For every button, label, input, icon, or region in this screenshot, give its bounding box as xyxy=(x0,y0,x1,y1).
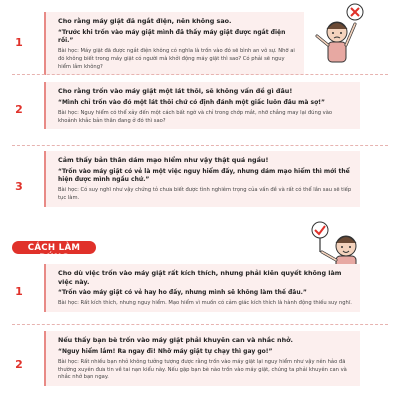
item-number: 3 xyxy=(15,180,23,193)
item-quote: “Mình chỉ trốn vào đó một lát thôi chứ có định đánh một giấc luôn đâu mà sợ!” xyxy=(58,98,325,106)
item-title: Nếu thấy bạn bè trốn vào máy giặt phải khuyên can và nhắc nhở. xyxy=(58,336,293,344)
item-lesson: Bài học: Có suy nghĩ như vậy chứng tỏ chưa biết được tình nghiêm trọng của vấn đề và rất có thể lần sau sẽ tiếp tục làm. xyxy=(58,187,352,201)
item-lesson: Bài học: Rất nhiều bạn nhỏ không tưởng tượng được rằng trốn vào máy giặt lại nguy hiểm như vậy nên hảo đã thường xuyên đưa tin về tai nạn kiểu này. Nếu gặp bạn bè nào trốn vào máy giặt, chúng ta phải khuyên can và nhắc nhở bạn ngay. xyxy=(58,358,347,381)
item-title: Cho dù việc trốn vào máy giặt rất kích thích, nhưng phải kiên quyết không làm việc này. xyxy=(58,269,342,286)
item-lesson: Bài học: Rất kích thích, nhưng nguy hiểm. Mạo hiểm vì muốn có cảm giác kích thích là hành động thiếu suy nghĩ. xyxy=(58,300,352,307)
item-lesson: Bài học: Nguy hiểm có thể xảy đến một cách bất ngờ và chỉ trong chớp mắt, nhỡ chẳng may lại đúng vào khoảnh khắc bản thân đang ở đó thì sao? xyxy=(58,109,333,124)
item-quote: “Trốn vào máy giặt có vẻ hay ho đấy, nhưng mình sẽ không làm thế đâu.” xyxy=(58,289,307,296)
item-number: 2 xyxy=(15,103,23,116)
wrong-child-illustration xyxy=(305,2,375,68)
item-quote: “Nguy hiểm lắm! Ra ngay đi! Nhỡ máy giặt tự chạy thì gay go!” xyxy=(58,347,273,355)
item-quote: “Trốn vào máy giặt có vẻ là một việc nguy hiểm đấy, nhưng dám mạo hiểm thì mới thể hiện được mình ngầu chứ.” xyxy=(58,167,350,183)
right-item-card xyxy=(44,264,360,312)
wrong-item-card xyxy=(44,151,360,207)
wrong-item-card xyxy=(44,82,360,129)
divider xyxy=(12,324,388,325)
item-title: Cho rằng trốn vào máy giặt một lát thôi, sẽ không vấn đề gì đâu! xyxy=(58,87,293,95)
item-title: Cho rằng máy giặt đã ngắt điện, nên không sao. xyxy=(58,17,232,25)
section-title: CÁCH LÀM ĐÚNG xyxy=(27,243,81,263)
cross-icon xyxy=(347,4,363,20)
divider xyxy=(12,145,388,146)
divider xyxy=(12,74,388,75)
section-title-banner xyxy=(12,241,96,263)
item-number: 1 xyxy=(15,285,23,298)
item-quote: “Trước khi trốn vào máy giặt mình đã thấy máy giặt được ngắt điện rồi.” xyxy=(58,28,286,44)
item-lesson: Bài học: Máy giặt đã được ngắt điện không có nghĩa là trốn vào đó sẽ bình an vô sự. Nhỡ ai đó không biết trong máy giặt có người mà khởi động máy giặt thì sao? Có phải sẽ nguy hiểm lắm không? xyxy=(58,48,295,70)
check-icon xyxy=(312,222,328,238)
right-item-card xyxy=(44,331,360,386)
item-title: Cảm thấy bản thân dám mạo hiểm như vậy thật quá ngầu! xyxy=(58,156,269,164)
item-number: 2 xyxy=(15,358,23,371)
wrong-item-card xyxy=(44,12,304,75)
item-number: 1 xyxy=(15,36,23,49)
